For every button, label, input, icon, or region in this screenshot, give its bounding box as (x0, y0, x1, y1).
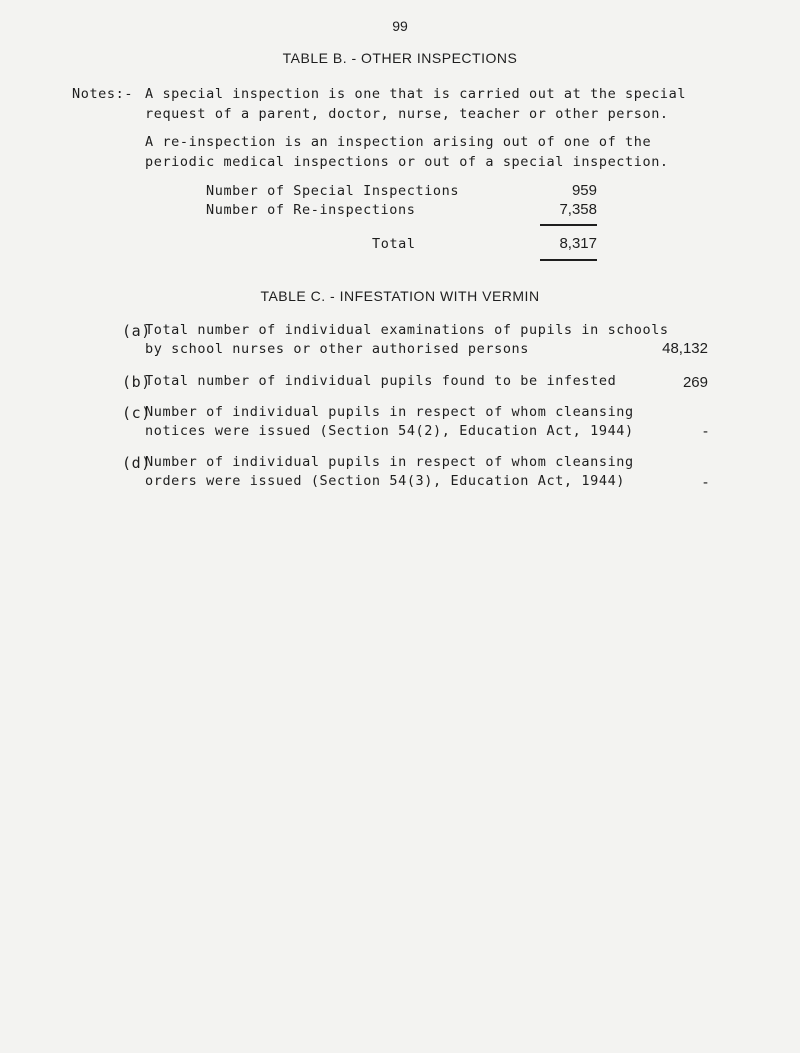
item-c-marker: (c) (122, 404, 151, 422)
note-reinspection-line1: A re-inspection is an inspection arising out of one of the (145, 134, 652, 150)
reinspections-value: 7,358 (559, 201, 597, 218)
item-d-marker: (d) (122, 454, 151, 472)
table-b-title: TABLE B. - OTHER INSPECTIONS (282, 50, 518, 66)
item-b-value: 269 (682, 374, 708, 391)
item-a-line2: by school nurses or other authorised persons (145, 341, 530, 357)
note-reinspection-line2: periodic medical inspections or out of a special inspection. (145, 154, 669, 170)
item-b-marker: (b) (122, 373, 151, 391)
item-a-line1: Total number of individual examinations of pupils in schools (145, 322, 669, 338)
item-c-line2: notices were issued (Section 54(2), Education Act, 1944) (145, 423, 634, 439)
note-special-line1: A special inspection is one that is carried out at the special (145, 86, 687, 102)
special-inspections-label: Number of Special Inspections (206, 183, 460, 199)
item-d-value: - (703, 474, 708, 491)
item-b-line1: Total number of individual pupils found to be infested (145, 373, 617, 389)
total-label: Total (372, 236, 416, 252)
subtotal-rule (540, 224, 597, 226)
item-c-value: - (703, 423, 708, 440)
special-inspections-value: 959 (571, 182, 597, 199)
reinspections-label: Number of Re-inspections (206, 202, 416, 218)
item-c-line1: Number of individual pupils in respect of whom cleansing (145, 404, 634, 420)
total-value: 8,317 (559, 235, 597, 252)
item-d-line2: orders were issued (Section 54(3), Education Act, 1944) (145, 473, 626, 489)
item-a-value: 48,132 (662, 340, 708, 357)
table-c-title: TABLE C. - INFESTATION WITH VERMIN (260, 288, 540, 304)
notes-label: Notes:- (72, 86, 134, 102)
total-rule (540, 259, 597, 261)
page-number: 99 (392, 18, 408, 34)
item-a-marker: (a) (122, 322, 151, 340)
item-d-line1: Number of individual pupils in respect of whom cleansing (145, 454, 634, 470)
note-special-line2: request of a parent, doctor, nurse, teacher or other person. (145, 106, 669, 122)
